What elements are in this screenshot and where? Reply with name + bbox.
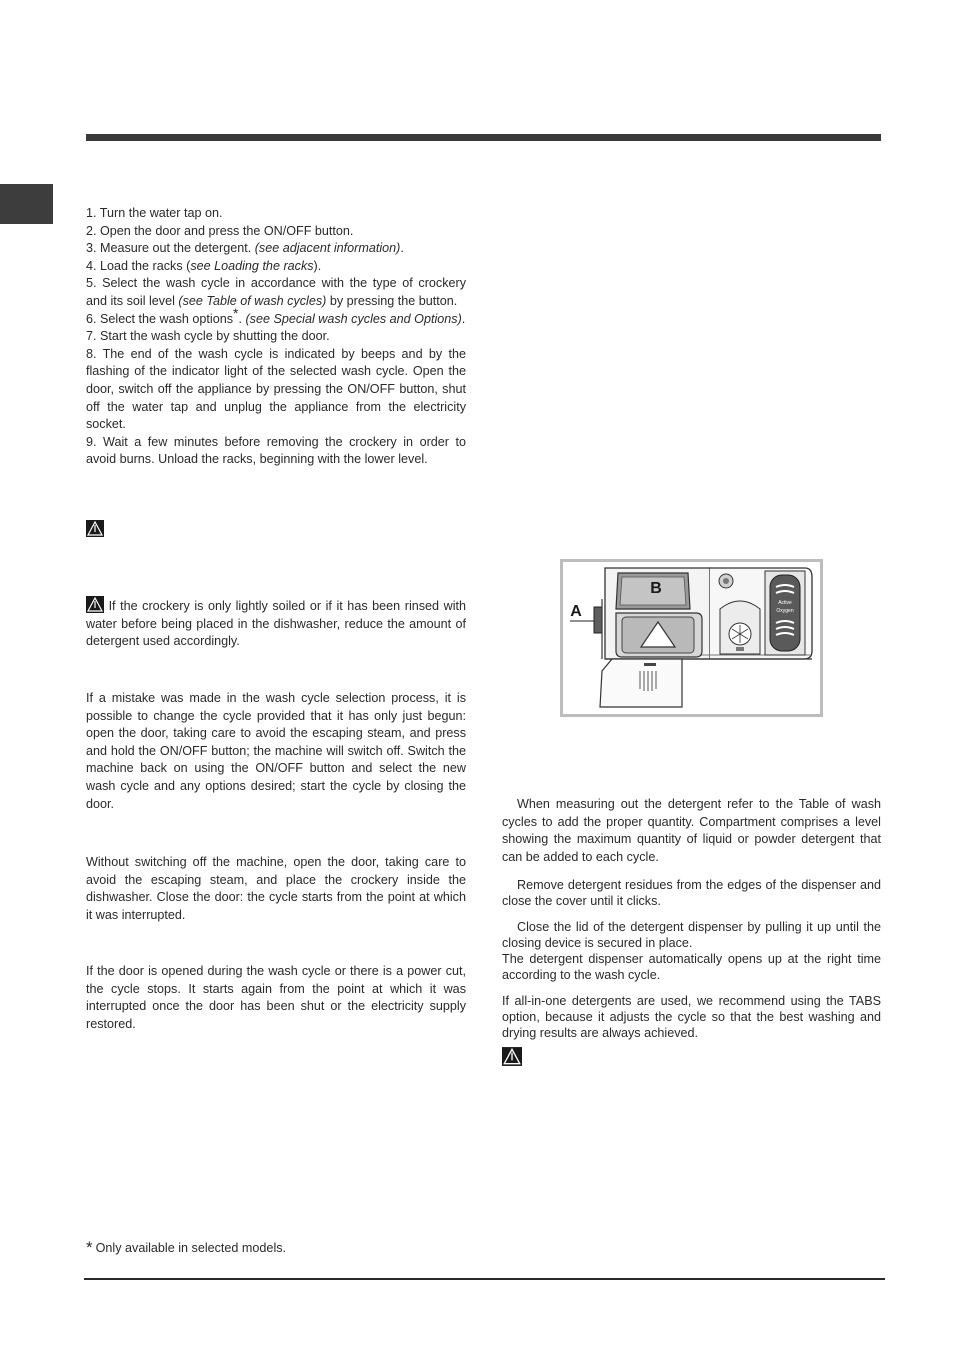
warning-triangle-icon [86, 596, 104, 613]
warning-standalone [86, 520, 466, 540]
interruption-text: If the door is opened during the wash cycle or there is a power cut, the cycle stops. It starts again from the point at which it was interrupted once the door has been shut or the electricity supply restored. [86, 964, 466, 1031]
step-7: 7. Start the wash cycle by shutting the door. [86, 329, 330, 344]
label-a: A [570, 603, 582, 620]
all-in-one-text: If all-in-one detergents are used, we recommend using the TABS option, because it adjusts the cycle so that the best washing and drying results are always achieved. [502, 994, 881, 1040]
lightly-soiled-note: If the crockery is only lightly soiled or if it has been rinsed with water before being placed in the dishwasher, reduce the amount of detergent used accordingly. [86, 596, 466, 651]
auto-open-text: The detergent dispenser automatically opens up at the right time according to the wash cycle. [502, 952, 881, 982]
step-3: 3. Measure out the detergent. (see adjacent information). [86, 241, 404, 256]
measuring-text: When measuring out the detergent refer to the Table of wash cycles to add the proper quantity. Compartment comprises a level showing the maximum quantity of liquid or powder detergent that can be added to each cycle. [502, 797, 881, 864]
active-oxygen-label-1: Active [778, 600, 792, 606]
step-1: 1. Turn the water tap on. [86, 206, 223, 220]
warning-right [502, 1047, 881, 1069]
step-4: 4. Load the racks (see Loading the racks). [86, 258, 322, 273]
residues-text: Remove detergent residues from the edges of the dispenser and close the cover until it clicks. [502, 878, 881, 908]
detergent-dispenser-figure [560, 559, 823, 717]
warning-triangle-icon [86, 520, 104, 537]
change-cycle-text: If a mistake was made in the wash cycle selection process, it is possible to change the cycle provided that it has only just begun: open the door, taking care to avoid the escaping steam, and press and hold the ON/OFF button; the machine will switch off. Switch the machine back on using the ON/OFF button and select the new wash cycle and any options desired; start the cycle by closing the door. [86, 691, 466, 811]
step-5: 5. Select the wash cycle in accordance with the type of crockery and its soil level (see Table of wash cycles) by pressing the button. [86, 276, 466, 308]
top-rule [86, 134, 881, 141]
add-crockery-text: Without switching off the machine, open the door, taking care to avoid the escaping steam, and place the crockery inside the dishwasher. Close the door: the cycle starts from the point at which it was interrupted. [86, 855, 466, 922]
step-8: 8. The end of the wash cycle is indicated by beeps and by the flashing of the indicator light of the selected wash cycle. Open the door, switch off the appliance by pressing the ON/OFF button, shut off the water tap and unplug the appliance from the electricity socket. [86, 346, 466, 432]
warning-triangle-icon [502, 1047, 522, 1066]
language-tab [0, 184, 53, 224]
start-steps [86, 205, 466, 469]
step-9: 9. Wait a few minutes before removing the crockery in order to avoid burns. Unload the racks, beginning with the lower level. [86, 434, 466, 467]
step-6: 6. Select the wash options*. (see Special wash cycles and Options). [86, 304, 466, 326]
close-lid-text: Close the lid of the detergent dispenser by pulling it up until the closing device is secured in place. The detergent dispenser automatically opens up at the right time according to the wash cycle. [502, 920, 881, 982]
footnote: * Only available in selected models. [86, 1238, 287, 1257]
label-b: B [650, 580, 662, 597]
bottom-rule [84, 1278, 885, 1280]
active-oxygen-label-2: Oxygen [776, 608, 794, 614]
step-2: 2. Open the door and press the ON/OFF button. [86, 223, 354, 238]
